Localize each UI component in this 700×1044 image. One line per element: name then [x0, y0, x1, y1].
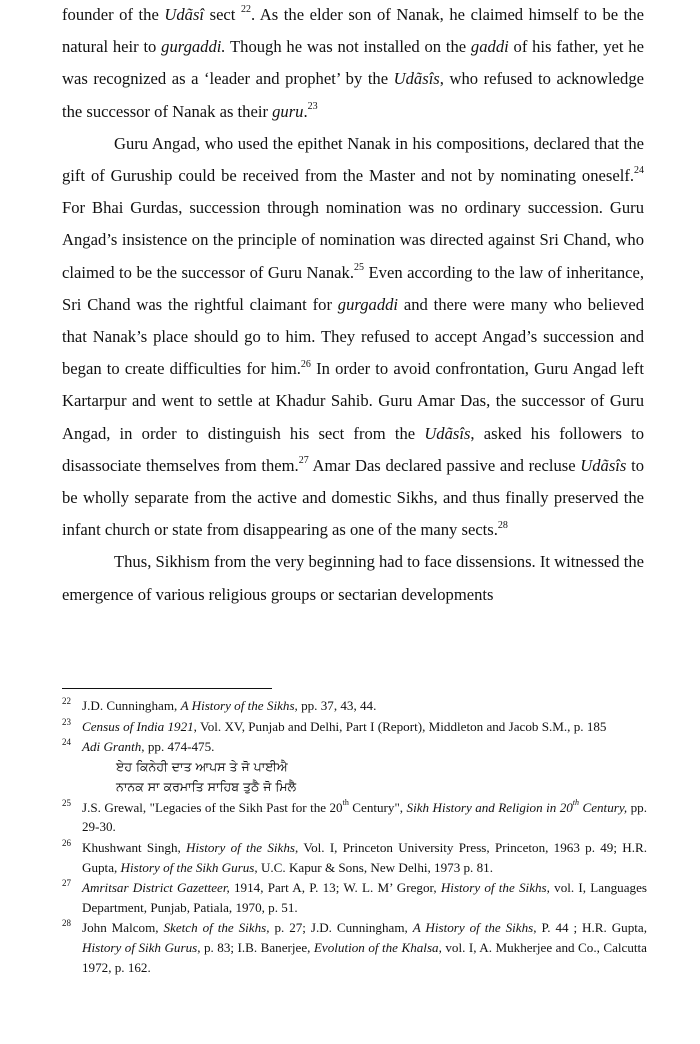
- footnote-ref-25[interactable]: 25: [354, 262, 364, 274]
- text: J.D. Cunningham,: [82, 698, 181, 713]
- term-gurgaddi: gurgaddi: [337, 294, 399, 314]
- text: . As the elder son of Nanak, he claimed himself to be the natural heir to: [62, 5, 644, 57]
- footnote-ref-28[interactable]: 28: [497, 519, 508, 531]
- text: , Vol. XV, Punjab and Delhi, Part I (Report), Middleton and Jacob S.M., p. 185: [193, 718, 607, 734]
- footnote-number: 26: [62, 837, 71, 848]
- text: , P. 44 ; H.R. Gupta,: [533, 920, 647, 936]
- page-body: [62, 0, 644, 611]
- text: to be wholly separate from the active and domestic Sikhs, and thus finally preserved the infant church or state from disappearing as one of the many sects.: [62, 455, 644, 540]
- text: of his father, yet he was recognized as a ‘leader and prophet’ by the: [62, 37, 644, 89]
- term-udasis: Udãsîs: [393, 69, 440, 89]
- footnote-22: [62, 696, 647, 716]
- citation-title: Sikh History and Religion in 20: [406, 799, 573, 815]
- text: and there were many who believed that Nanak’s place should go to him. They refused to accept Angad’s succession and began to create difficulties for him.: [62, 294, 644, 379]
- footnote-number: 24: [62, 737, 71, 748]
- paragraph-3: [62, 546, 644, 610]
- citation-title: History of the Sikhs: [186, 839, 295, 855]
- citation-title: Adi Granth: [82, 739, 142, 755]
- term-udasis: Udãsîs: [580, 455, 627, 475]
- footnote-number: 25: [62, 797, 71, 808]
- text: , p. 83; I.B. Banerjee,: [197, 939, 314, 955]
- citation-title: History of Sikh Gurus: [82, 939, 198, 955]
- text: sect: [204, 5, 241, 24]
- text: In order to avoid confrontation, Guru Angad left Kartarpur and went to settle at Khadur Sahib. Guru Amar Das, the successor of Guru Angad, in order to distinguish his sect from the: [62, 359, 645, 443]
- text: J.S. Grewal, "Legacies of the Sikh Past for the 20: [82, 799, 343, 815]
- paragraph-2: [62, 128, 644, 547]
- text: p. 27; J.D. Cunningham,: [269, 920, 413, 936]
- text: 1914, Part A, P. 13; W. L. M’ Gregor,: [229, 880, 441, 896]
- citation-title: Sketch of the Sikhs,: [163, 920, 270, 936]
- footnote-number: 28: [62, 918, 71, 929]
- footnote-24: [62, 737, 647, 797]
- text: vol. I, Languages Department, Punjab, Patiala, 1970, p. 51.: [82, 880, 647, 915]
- text: Even according to the law of inheritance, Sri Chand was the rightful claimant for: [62, 262, 644, 314]
- footnote-ref-22[interactable]: 22: [240, 4, 251, 16]
- footnote-28: [62, 918, 647, 977]
- footnote-ref-23[interactable]: 23: [307, 101, 318, 113]
- text: Though he was not installed on the: [225, 37, 471, 57]
- term-guru: guru: [272, 101, 304, 121]
- text: Amar Das declared passive and recluse: [308, 455, 581, 475]
- text: Thus, Sikhism from the very beginning had to face dissensions. It witnessed the emergence of various religious groups or sectarian developments: [62, 552, 644, 604]
- footnote-number: 22: [62, 696, 71, 706]
- term-gaddi: gaddi: [470, 37, 509, 57]
- citation-title: History of the Sikhs,: [440, 880, 550, 896]
- footnote-number: 27: [62, 878, 71, 889]
- footnote-27: [62, 878, 647, 917]
- footnotes: [62, 696, 647, 978]
- citation-title: Century,: [579, 799, 628, 815]
- text: Guru Angad, who used the epithet Nanak in his compositions, declared that the gift of Guruship could be received from the Master and not by nominating oneself.: [62, 133, 644, 186]
- footnote-divider: [62, 688, 272, 689]
- text: Century",: [348, 799, 407, 815]
- text: pp. 29-30.: [82, 799, 648, 835]
- text: John Malcom,: [82, 920, 164, 936]
- text: vol. I, A. Mukherjee and Co., Calcutta 1972, p. 162.: [82, 939, 647, 975]
- citation-title: Evolution of the Khalsa,: [313, 939, 442, 955]
- footnote-23: [62, 717, 647, 737]
- text: , who refused to acknowledge the successor of Nanak as their: [62, 69, 644, 121]
- term-gurgaddi: gurgaddi.: [161, 37, 226, 57]
- text: Khushwant Singh,: [82, 839, 187, 855]
- text: , pp. 474-475.: [141, 739, 215, 755]
- citation-title: Amritsar District Gazetteer,: [82, 880, 230, 896]
- citation-title: A History of the Sikhs: [412, 920, 534, 936]
- term-udasi: Udãsî: [164, 5, 205, 24]
- text: For Bhai Gurdas, succession through nomination was no ordinary succession. Guru Angad’s insistence on the principle of nomination was directed against Sri Chand, who claimed to be the successor of Guru Nanak.: [62, 198, 644, 282]
- text: pp. 37, 43, 44.: [297, 698, 377, 713]
- term-udasis: Udãsîs: [424, 423, 471, 443]
- text: , U.C. Kapur & Sons, New Delhi, 1973 p. 81.: [254, 859, 493, 875]
- citation-title: History of the Sikh Gurus: [120, 859, 255, 875]
- paragraph-1: [62, 0, 644, 128]
- gurmukhi-verse-line-1: ਏਹ ਕਿਨੇਹੀ ਦਾਤ ਆਪਸ ਤੇ ਜੋ ਪਾਈਐ: [116, 758, 288, 774]
- footnote-ref-26[interactable]: 26: [300, 358, 311, 370]
- footnote-ref-24[interactable]: 24: [634, 165, 644, 177]
- text: , asked his followers to disassociate themselves from them.: [62, 423, 644, 475]
- text: founder of the: [62, 5, 165, 24]
- text: , Vol. I, Princeton University Press, Princeton, 1963 p. 49; H.R. Gupta,: [82, 839, 648, 875]
- text: .: [303, 101, 308, 121]
- footnote-number: 23: [62, 716, 71, 727]
- citation-title: A History of the Sikhs,: [180, 698, 298, 713]
- footnote-ref-27[interactable]: 27: [298, 455, 309, 467]
- footnote-26: [62, 838, 647, 877]
- superscript: th: [342, 798, 349, 808]
- footnote-25: [62, 798, 647, 837]
- citation-title: Census of India 1921: [82, 718, 194, 734]
- gurmukhi-verse-line-2: ਨਾਨਕ ਸਾ ਕਰਮਾਤਿ ਸਾਹਿਬ ਤੁਠੈ ਜੋ ਮਿਲੈ: [116, 778, 297, 794]
- superscript: th: [572, 798, 580, 808]
